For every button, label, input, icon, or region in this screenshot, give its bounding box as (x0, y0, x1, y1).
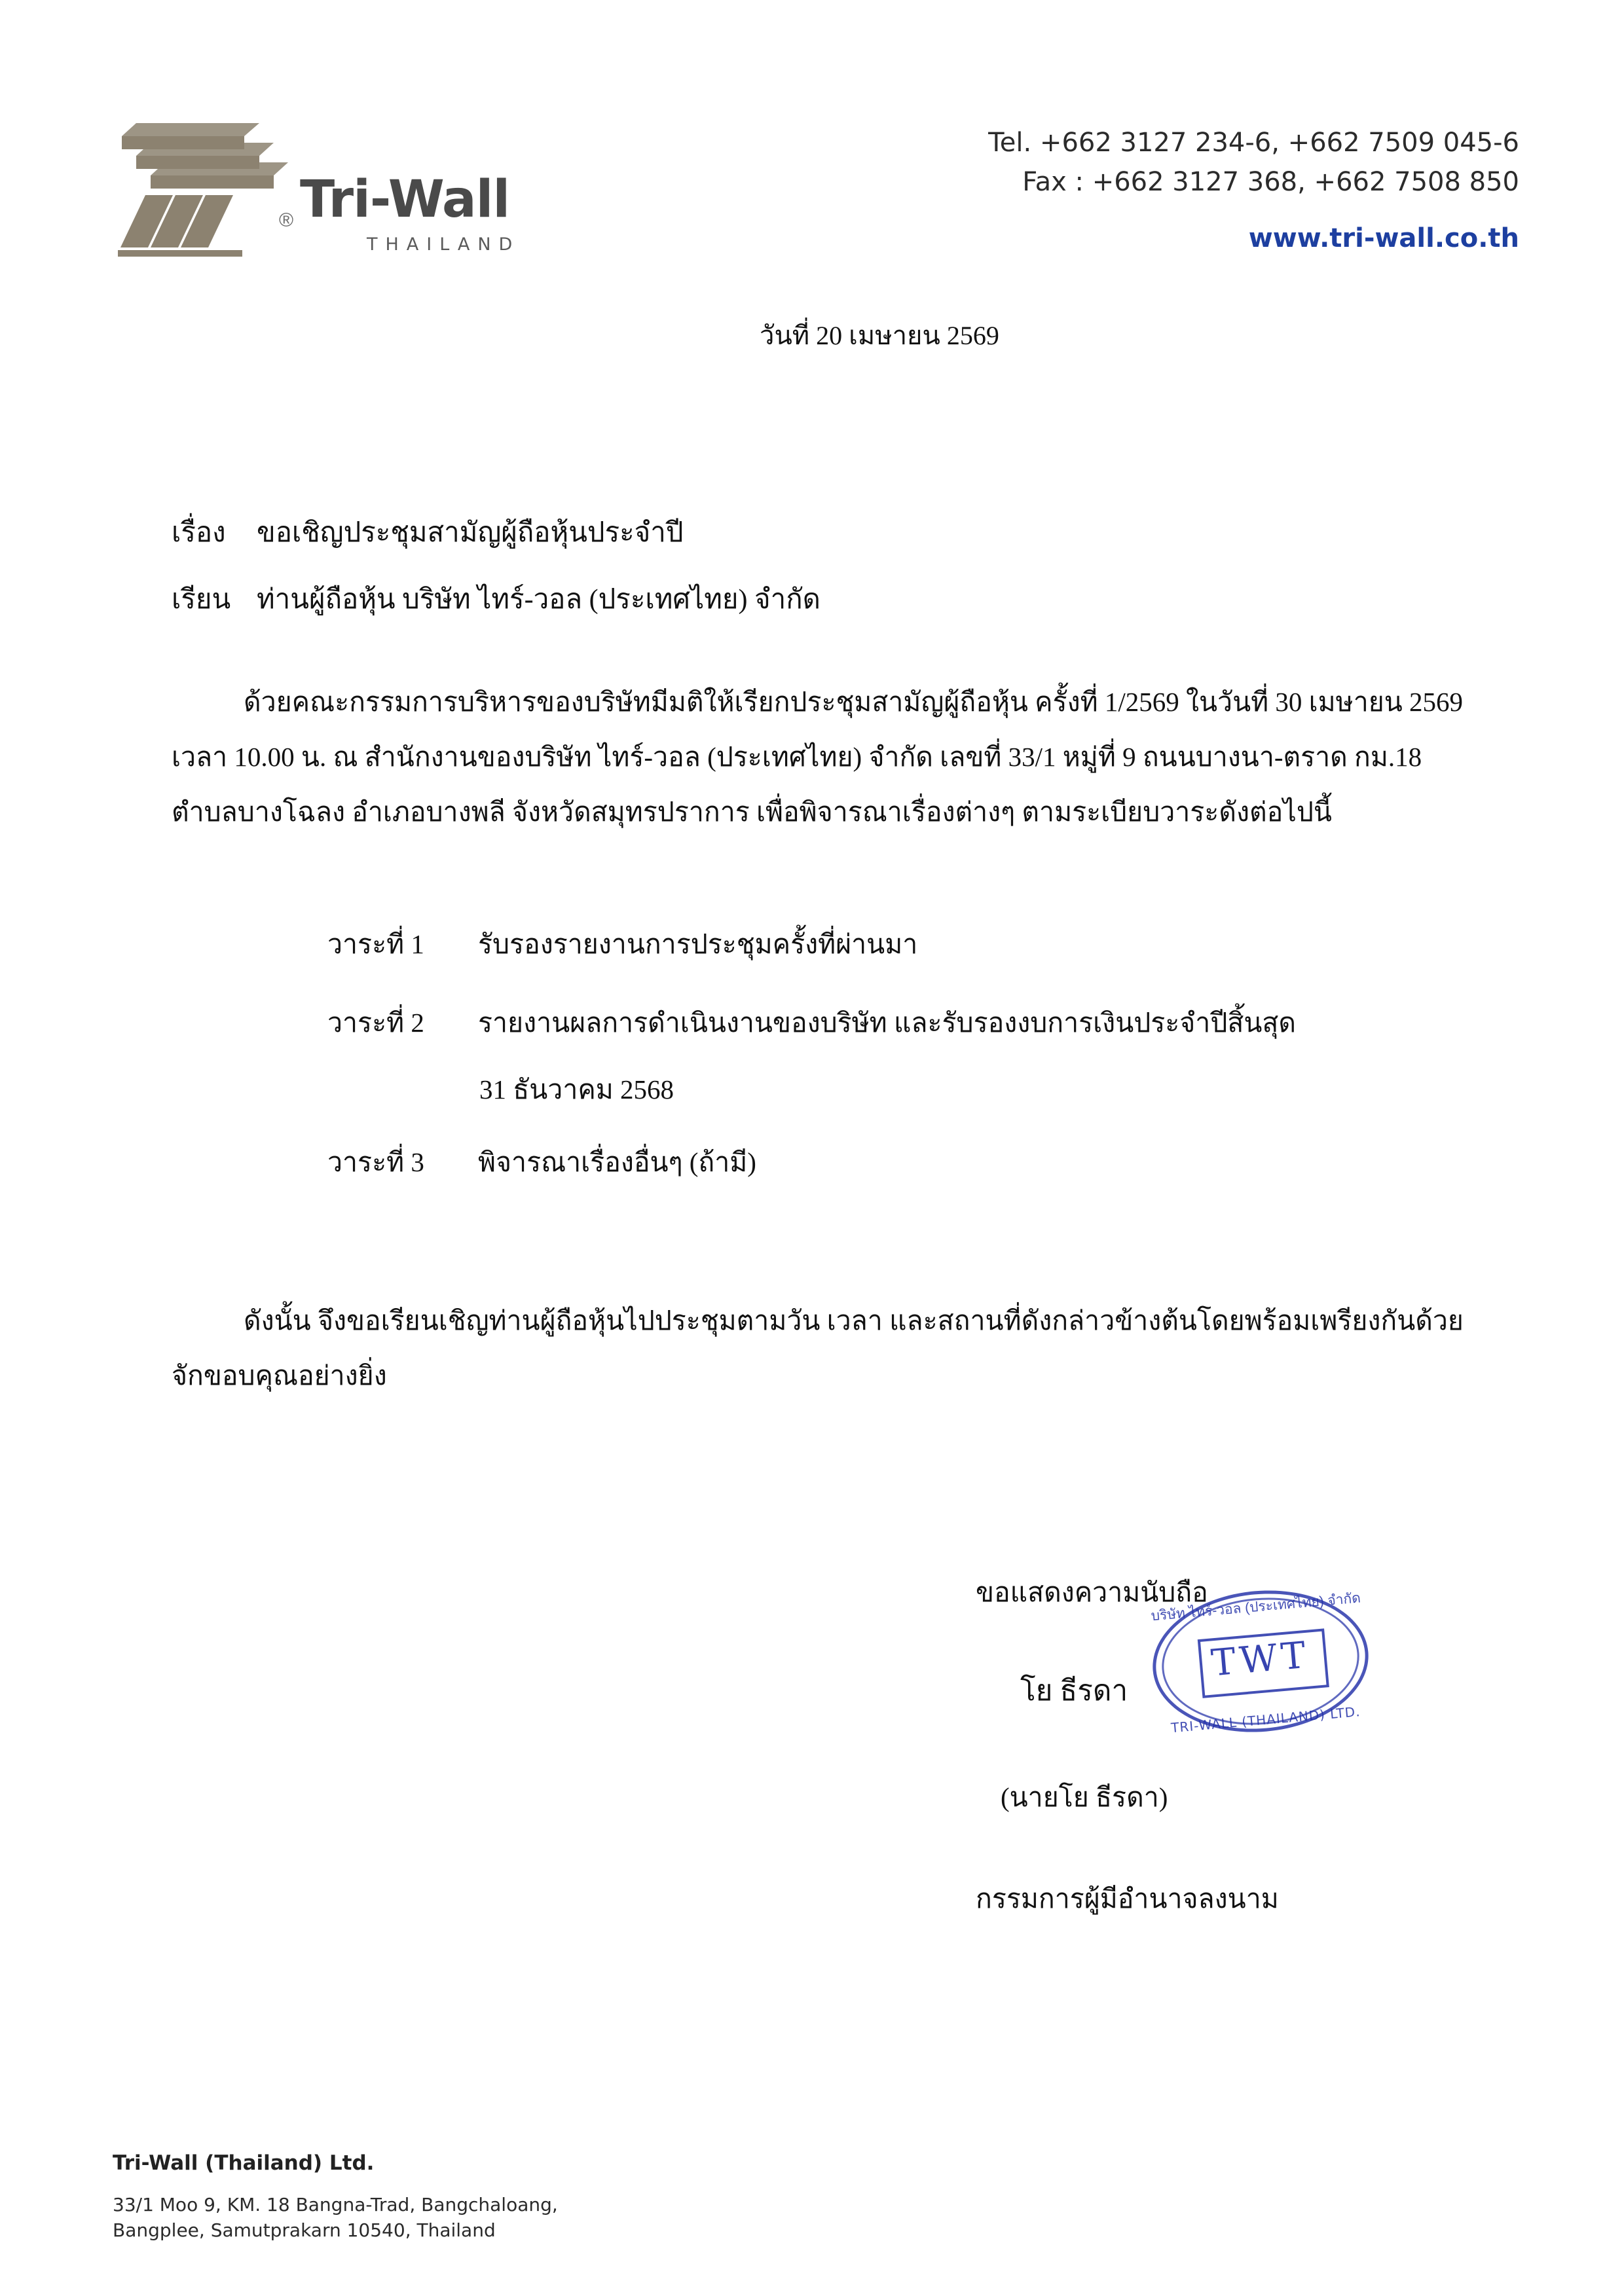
signature-regards: ขอแสดงความนับถือ (976, 1577, 1208, 1607)
page-footer (113, 2151, 558, 2244)
stamp-top-text: บริษัท ไทร์-วอล (ประเทศไทย) จำกัด (1150, 1590, 1361, 1624)
agenda-item-text: พิจารณาเรื่องอื่นๆ (ถ้ามี) (478, 1147, 756, 1177)
recipient-row (172, 577, 821, 621)
recipient-label: เรียน (172, 585, 231, 615)
signature-printed-name: (นายโย ธีรดา) (1001, 1782, 1168, 1812)
agenda-item-number: วาระที่ 2 (327, 1008, 424, 1038)
footer-address-line-2: Bangplee, Samutprakarn 10540, Thailand (113, 2219, 496, 2242)
agenda-list (327, 923, 1480, 1220)
signature-handwritten: โย ธีรดา (1020, 1675, 1128, 1707)
agenda-item (327, 923, 1480, 966)
subject-text: ขอเชิญประชุมสามัญผู้ถือหุ้นประจำปี (257, 518, 684, 548)
recipient-text: ท่านผู้ถือหุ้น บริษัท ไทร์-วอล (ประเทศไทย) จำกัด (257, 585, 821, 615)
contact-fax: Fax : +662 3127 368, +662 7508 850 (1022, 167, 1519, 197)
footer-address-line-1: 33/1 Moo 9, KM. 18 Bangna-Trad, Bangchaloang, (113, 2193, 558, 2215)
body-paragraph-1-text: ด้วยคณะกรรมการบริหารของบริษัทมีมติให้เรียกประชุมสามัญผู้ถือหุ้น ครั้งที่ 1/2569 ในวันที่ 30 เมษายน 2569 เวลา 10.00 น. ณ สำนักงานของบริษัท ไทร์-วอล (ประเทศไทย) จำกัด เลขที่ 33/1 หมู่ที่ 9 ถนนบางนา-ตราด กม.18 ตำบลบางโฉลง อำเภอบางพลี จังหวัดสมุทรปราการ เพื่อพิจารณาเรื่องต่างๆ ตามระเบียบวาระดังต่อไปนี้ (172, 687, 1464, 828)
agenda-item-text: รับรองรายงานการประชุมครั้งที่ผ่านมา (478, 929, 918, 959)
document-date: วันที่ 20 เมษายน 2569 (760, 321, 999, 350)
subject-label: เรื่อง (172, 518, 226, 548)
letterhead (0, 105, 1624, 340)
logo-brand-text: Tri-Wall (300, 170, 510, 229)
agenda-item (327, 1141, 1480, 1184)
company-stamp-icon (1147, 1582, 1374, 1741)
contact-tel: Tel. +662 3127 234-6, +662 7509 045-6 (988, 128, 1519, 158)
contact-info (988, 123, 1519, 258)
agenda-item-subtext: 31 ธันวาคม 2568 (479, 1074, 674, 1104)
agenda-item-number: วาระที่ 1 (327, 929, 424, 959)
signature-title: กรรมการผู้มีอำนาจลงนาม (976, 1884, 1279, 1914)
body-paragraph-1 (172, 674, 1475, 839)
subject-row (172, 511, 684, 554)
body-paragraph-2 (172, 1293, 1475, 1403)
stamp-center-text: TWT (1209, 1633, 1312, 1685)
agenda-item (327, 1002, 1480, 1044)
body-paragraph-2-text: ดังนั้น จึงขอเรียนเชิญท่านผู้ถือหุ้นไปประชุมตามวัน เวลา และสถานที่ดังกล่าวข้างต้นโดยพร้อมเพรียงกันด้วย จักขอบคุณอย่างยิ่ง (172, 1305, 1464, 1391)
company-logo (110, 111, 581, 301)
footer-company-name: Tri-Wall (Thailand) Ltd. (113, 2151, 375, 2175)
registered-mark: ® (279, 210, 294, 231)
agenda-item-number: วาระที่ 3 (327, 1147, 424, 1177)
stamp-bottom-text: TRI-WALL (THAILAND) LTD. (1170, 1704, 1361, 1736)
agenda-item-text: รายงานผลการดำเนินงานของบริษัท และรับรองงบการเงินประจำปีสิ้นสุด (478, 1008, 1297, 1038)
logo-country-text: THAILAND (367, 234, 521, 255)
contact-website[interactable]: www.tri-wall.co.th (1248, 223, 1519, 253)
